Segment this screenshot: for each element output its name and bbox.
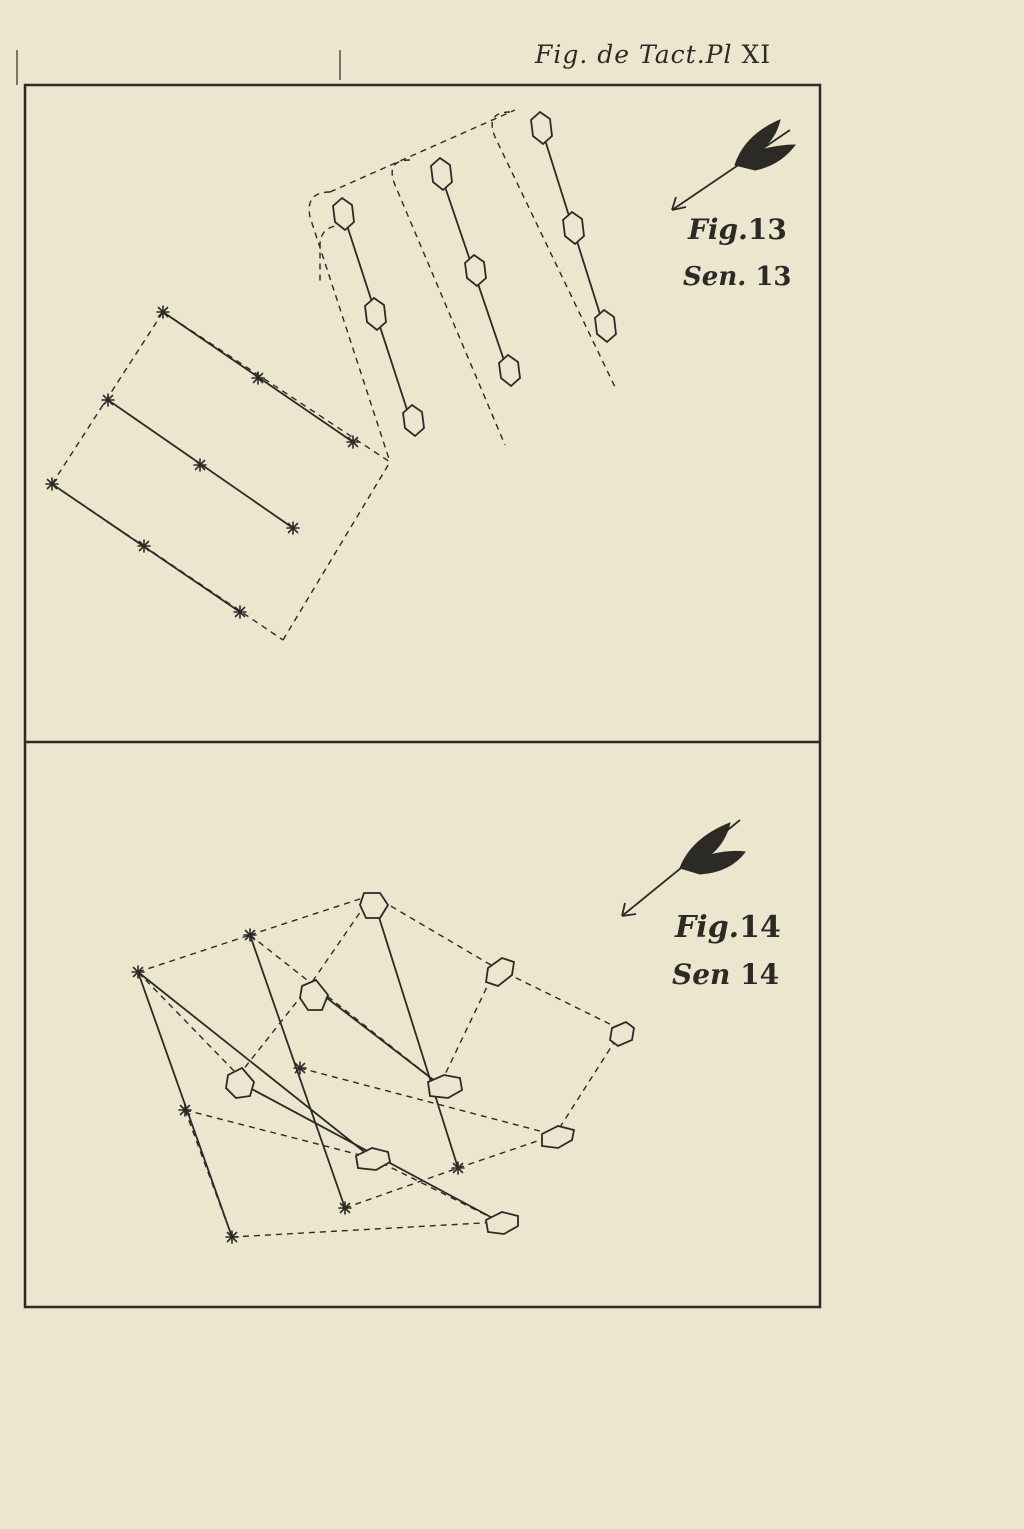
hexagon-ship-icon <box>226 1068 254 1098</box>
fig-number: 14 <box>739 910 781 945</box>
star-marker-icon <box>179 1104 191 1116</box>
hexagon-ship-icon <box>486 958 514 986</box>
fig14-ship-markers <box>226 893 634 1234</box>
sen-word: Sen <box>672 958 731 991</box>
figure-13-sen-label <box>683 262 792 292</box>
star-marker-icon <box>452 1162 464 1174</box>
star-marker-icon <box>46 478 58 490</box>
star-marker-icon <box>339 1202 351 1214</box>
fig-word: Fig. <box>675 910 740 945</box>
figure-13-diagram <box>46 110 795 640</box>
header-pl-word: Pl <box>705 40 733 69</box>
hexagon-ship-icon <box>531 112 552 144</box>
hexagon-ship-icon <box>356 1148 390 1170</box>
star-marker-icon <box>138 540 150 552</box>
figure-14-sen-label <box>672 958 779 991</box>
figure-14-label <box>675 910 781 945</box>
hexagon-ship-icon <box>563 212 584 244</box>
star-marker-icon <box>157 306 169 318</box>
sen-number: 14 <box>740 958 780 991</box>
hexagon-ship-icon <box>365 298 386 330</box>
fig-number: 13 <box>747 213 787 246</box>
header-plate-number: XI <box>741 40 772 69</box>
hexagon-ship-icon <box>333 198 354 230</box>
figure-14-diagram <box>132 820 745 1243</box>
fig-word: Fig. <box>688 213 748 246</box>
hexagon-ship-icon <box>431 158 452 190</box>
header-de-word: de <box>597 40 631 69</box>
hexagon-ship-icon <box>595 310 616 342</box>
hexagon-ship-icon <box>610 1022 634 1046</box>
fig13-column-lines <box>52 124 605 612</box>
fig14-star-markers <box>132 929 464 1243</box>
feathered-arrow-icon <box>622 820 745 916</box>
star-marker-icon <box>132 966 144 978</box>
sen-word: Sen. <box>683 262 747 292</box>
star-marker-icon <box>226 1231 238 1243</box>
hexagon-ship-icon <box>499 355 520 386</box>
star-marker-icon <box>234 606 246 618</box>
star-marker-icon <box>244 929 256 941</box>
star-marker-icon <box>194 459 206 471</box>
hexagon-ship-icon <box>300 980 328 1010</box>
header-fig-word: Fig. <box>535 40 589 69</box>
hexagon-ship-icon <box>403 405 424 436</box>
fig14-column-lines <box>138 895 500 1237</box>
feathered-arrow-icon <box>672 120 795 210</box>
figure-13-label <box>688 213 787 246</box>
star-marker-icon <box>252 372 264 384</box>
hexagon-ship-icon <box>465 255 486 286</box>
header-tact-word: Tact. <box>639 40 706 69</box>
hexagon-ship-icon <box>486 1212 518 1234</box>
fig13-ship-markers <box>333 112 616 436</box>
star-marker-icon <box>102 394 114 406</box>
sen-number: 13 <box>755 262 792 292</box>
hexagon-ship-icon <box>542 1126 574 1148</box>
fig14-dashed-outline <box>138 895 622 1237</box>
hexagon-ship-icon <box>428 1075 462 1098</box>
star-marker-icon <box>294 1062 306 1074</box>
star-marker-icon <box>347 436 359 448</box>
fig13-star-markers <box>46 306 359 618</box>
hexagon-ship-icon <box>360 893 388 918</box>
old-formation-outline <box>52 110 615 640</box>
star-marker-icon <box>287 522 299 534</box>
